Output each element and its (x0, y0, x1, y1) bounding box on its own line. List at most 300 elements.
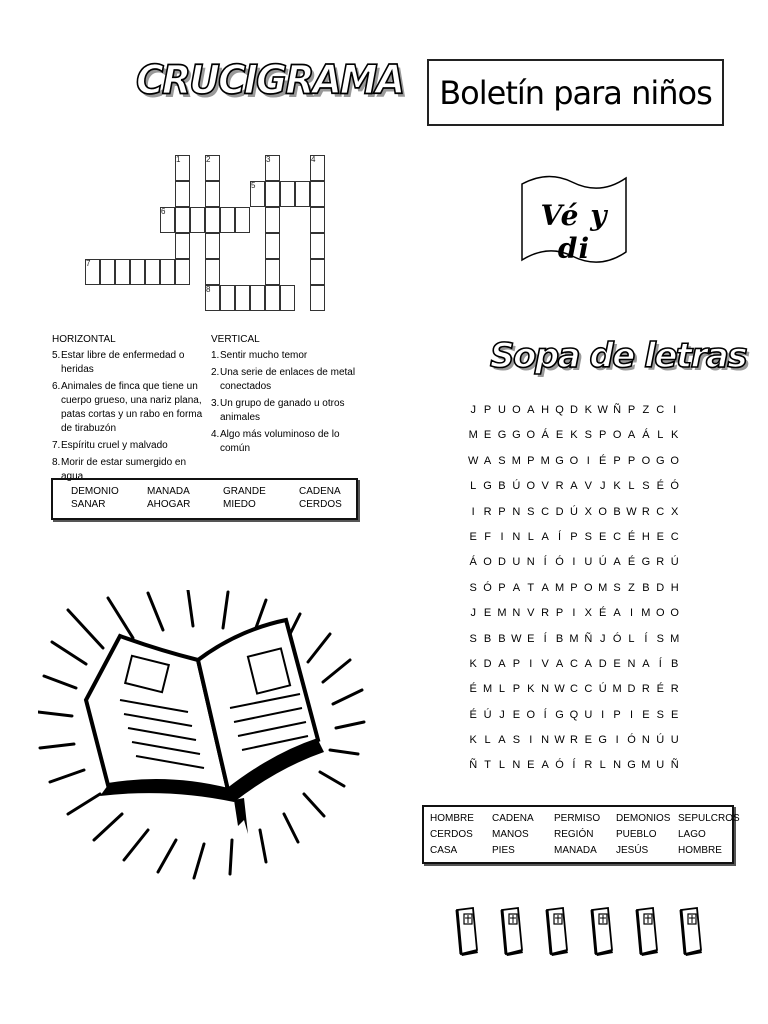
word-search-letter[interactable]: U (584, 556, 593, 569)
word-search-letter[interactable]: A (498, 657, 506, 670)
word-search-letter[interactable]: A (627, 429, 636, 442)
word-search-letter[interactable]: É (656, 683, 664, 696)
word-search-letter[interactable]: X (584, 505, 592, 518)
word-search-letter[interactable]: C (656, 505, 665, 518)
word-search-letter[interactable]: I (572, 556, 576, 569)
word-search-letter[interactable]: O (612, 429, 622, 442)
word-search-letter[interactable]: L (470, 480, 477, 493)
word-search-letter[interactable]: O (670, 454, 679, 467)
crossword-number: 6 (161, 207, 166, 216)
word-search-letter[interactable]: L (628, 480, 635, 493)
word-search-letter[interactable]: R (641, 505, 650, 518)
word-search-letter[interactable]: G (627, 759, 636, 772)
word-search-letter[interactable]: Ó (612, 632, 622, 645)
word-search-letter[interactable]: G (555, 454, 564, 467)
word-search-letter[interactable]: A (613, 607, 621, 620)
word-search-letter[interactable]: N (627, 657, 636, 670)
word-search-letter[interactable]: S (469, 632, 477, 645)
word-search-letter[interactable]: N (541, 734, 550, 747)
word-search-letter[interactable]: M (641, 607, 651, 620)
word-search-letter[interactable]: M (569, 632, 579, 645)
crossword-cell[interactable] (175, 233, 190, 259)
crossword-number: 1 (176, 155, 181, 164)
word-search-letter[interactable]: Q (555, 404, 564, 416)
word-search-letter[interactable]: B (670, 657, 679, 670)
word-search-letter[interactable]: Á (642, 429, 650, 442)
word-search-letter[interactable]: É (627, 556, 636, 569)
crossword-cell[interactable] (310, 285, 325, 311)
word-search-letter[interactable]: Z (628, 581, 635, 594)
word-bank-item: SEPULCROS (678, 813, 740, 824)
word-search-letter[interactable]: Á (469, 556, 477, 569)
word-search-letter[interactable]: E (642, 708, 650, 721)
word-search-letter[interactable]: K (469, 657, 477, 670)
vertical-heading: VERTICAL (211, 334, 260, 345)
crossword-cell[interactable] (130, 259, 145, 285)
word-search-letter[interactable]: V (584, 480, 592, 493)
word-search-letter[interactable]: R (641, 683, 650, 696)
word-search-letter[interactable]: P (599, 429, 607, 442)
word-search-letter[interactable]: Ú (598, 683, 607, 696)
word-search-letter[interactable]: Í (658, 657, 662, 670)
word-search-letter[interactable]: S (642, 480, 650, 493)
word-search-letter[interactable]: M (540, 454, 550, 467)
word-search-letter[interactable]: O (670, 607, 679, 620)
crossword-cell[interactable] (235, 285, 250, 311)
word-search-letter[interactable]: P (555, 607, 564, 620)
word-search-letter[interactable]: Ñ (584, 632, 593, 645)
word-search-letter[interactable]: J (499, 708, 505, 721)
word-search-letter[interactable]: U (670, 734, 679, 747)
word-search-letter[interactable]: G (598, 734, 607, 747)
word-search-letter[interactable]: D (498, 556, 506, 569)
word-search-letter[interactable]: L (484, 734, 491, 747)
crossword-cell[interactable] (265, 181, 280, 207)
word-bank-item: HOMBRE (430, 813, 474, 824)
crossword-cell[interactable] (205, 181, 220, 207)
word-search-letter[interactable]: S (584, 429, 592, 442)
word-search-letter[interactable]: M (554, 581, 565, 594)
word-search-letter[interactable]: O (641, 454, 651, 467)
word-search-letter[interactable]: Ú (598, 556, 607, 569)
crossword-cell[interactable] (280, 181, 295, 207)
word-search-letter[interactable]: É (656, 480, 664, 493)
word-search-letter[interactable]: L (628, 632, 635, 645)
word-search-letter[interactable]: R (555, 480, 564, 493)
word-search-letter[interactable]: O (526, 708, 536, 721)
word-search-letter[interactable]: J (470, 607, 476, 620)
word-search-letter[interactable]: W (597, 404, 608, 416)
word-search-letter[interactable]: A (483, 454, 492, 467)
word-bank-item: JESÚS (616, 845, 649, 856)
word-search-letter[interactable]: S (498, 454, 506, 467)
word-search-letter[interactable]: G (512, 429, 521, 442)
word-search-letter[interactable]: L (657, 429, 664, 442)
word-search-letter[interactable]: Ú (670, 556, 679, 569)
word-search-letter[interactable]: O (584, 581, 593, 594)
word-search-letter[interactable]: K (469, 734, 477, 747)
word-search-letter[interactable]: A (512, 581, 521, 594)
bible-icon (678, 906, 704, 956)
word-search-letter[interactable]: P (512, 683, 521, 696)
word-search-letter[interactable]: H (670, 581, 679, 594)
word-search-letter[interactable]: N (512, 607, 521, 620)
word-search-letter[interactable]: A (541, 530, 549, 543)
word-search-letter[interactable]: Á (541, 429, 549, 442)
word-search-letter[interactable]: N (512, 759, 521, 772)
word-search-letter[interactable]: R (670, 683, 679, 696)
word-search-letter[interactable]: C (584, 683, 593, 696)
word-bank-item: AHOGAR (147, 499, 191, 510)
word-search-letter[interactable]: Ó (627, 734, 636, 747)
word-search-letter[interactable]: S (613, 581, 621, 594)
word-search-letter[interactable]: M (670, 632, 680, 645)
word-search-letter[interactable]: E (599, 530, 607, 543)
word-search-letter[interactable]: E (527, 759, 535, 772)
word-search-letter[interactable]: I (629, 708, 634, 721)
crossword-cell[interactable] (205, 207, 220, 233)
word-search-letter[interactable]: M (598, 581, 608, 594)
word-search-letter[interactable]: V (541, 657, 549, 670)
word-bank-item: LAGO (678, 829, 706, 840)
crossword-cell[interactable] (205, 259, 220, 285)
word-search-letter[interactable]: I (673, 404, 677, 416)
crossword-number: 5 (251, 181, 256, 190)
word-bank-item: CERDOS (299, 499, 342, 510)
crossword-cell[interactable] (265, 285, 280, 311)
word-search-letter[interactable]: P (512, 657, 521, 670)
crossword-cell[interactable] (205, 233, 220, 259)
crossword-cell[interactable] (295, 181, 310, 207)
word-search-letter[interactable]: V (527, 607, 535, 620)
word-search-letter[interactable]: F (484, 530, 491, 543)
word-search-letter[interactable]: W (468, 454, 479, 467)
word-search-letter[interactable]: S (512, 734, 521, 747)
word-bank-item: MANADA (147, 486, 190, 497)
word-search-letter[interactable]: G (555, 708, 564, 721)
word-search-letter[interactable]: M (497, 607, 507, 620)
word-search-letter[interactable]: E (670, 708, 679, 721)
word-search-letter[interactable]: Ú (483, 708, 492, 721)
word-search-letter[interactable]: G (497, 429, 507, 442)
crossword-cell[interactable] (310, 181, 325, 207)
word-search-letter[interactable]: L (498, 683, 506, 696)
word-search-letter[interactable]: B (483, 632, 492, 645)
word-search-letter[interactable]: C (670, 530, 679, 543)
word-search-letter[interactable]: C (569, 657, 578, 670)
word-search-letter[interactable]: E (656, 530, 664, 543)
word-search-letter[interactable]: K (670, 429, 679, 442)
crossword-cell[interactable] (250, 285, 265, 311)
crossword-title: CRUCIGRAMA (136, 56, 404, 104)
word-search-letter[interactable]: Ó (555, 759, 564, 772)
word-search-letter[interactable]: Ó (483, 581, 492, 594)
clue-h-8: 8. Morir de estar sumergido en agua (52, 457, 187, 482)
crossword-cell[interactable] (220, 207, 235, 233)
word-search-letter[interactable]: K (584, 404, 592, 416)
word-search-letter[interactable]: C (656, 404, 665, 416)
word-search-letter[interactable]: E (527, 632, 535, 645)
word-search-letter[interactable]: R (569, 734, 578, 747)
word-search-letter[interactable]: M (483, 683, 493, 696)
clue-v-4: 4. Algo más voluminoso de lo común (211, 429, 340, 454)
word-search-letter[interactable]: N (512, 505, 521, 518)
word-search-letter[interactable]: I (529, 657, 533, 670)
word-bank-item: CASA (430, 845, 458, 856)
word-search-letter[interactable]: S (527, 505, 535, 518)
word-search-letter[interactable]: K (527, 683, 535, 696)
word-search-letter[interactable]: I (629, 607, 634, 620)
word-search-letter[interactable]: T (484, 759, 491, 772)
word-search-letter[interactable]: B (498, 480, 506, 493)
crossword-cell[interactable] (310, 259, 325, 285)
horizontal-heading: HORIZONTAL (52, 334, 116, 345)
word-search-letter[interactable]: E (469, 530, 477, 543)
word-search-letter[interactable]: G (655, 454, 665, 467)
crossword-cell[interactable] (175, 259, 190, 285)
crossword-word-bank (51, 478, 358, 520)
crossword-cell[interactable] (235, 207, 250, 233)
word-search-letter[interactable]: Ñ (613, 404, 622, 416)
crossword-cell[interactable] (265, 259, 280, 285)
crossword-cell[interactable] (145, 259, 160, 285)
word-search-letter[interactable]: M (511, 454, 521, 467)
word-search-letter[interactable]: E (584, 734, 592, 747)
crossword-cell[interactable] (160, 259, 175, 285)
word-search-letter[interactable]: É (627, 530, 636, 543)
word-search-letter[interactable]: Í (558, 530, 562, 543)
bible-icon (454, 906, 480, 956)
word-search-letter[interactable]: R (656, 556, 665, 569)
word-search-letter[interactable]: I (471, 505, 475, 518)
word-search-letter[interactable]: B (642, 581, 650, 594)
word-search-letter[interactable]: P (613, 708, 621, 721)
word-search-letter[interactable]: W (554, 683, 565, 696)
word-search-letter[interactable]: S (656, 708, 664, 721)
word-search-letter[interactable]: P (570, 530, 578, 543)
word-search-letter[interactable]: Ñ (670, 759, 679, 772)
word-search-letter[interactable]: U (584, 708, 593, 721)
word-bank-item: PUEBLO (616, 829, 657, 840)
word-search-letter[interactable]: B (498, 632, 506, 645)
word-search-letter[interactable]: A (613, 556, 621, 569)
word-search-letter[interactable]: P (498, 505, 506, 518)
crossword-cell[interactable] (190, 207, 205, 233)
word-search-word-bank (422, 805, 740, 864)
open-bible-illustration (38, 590, 368, 890)
word-search-letter[interactable]: D (598, 657, 607, 670)
word-search-letter[interactable]: É (599, 454, 607, 467)
word-search-letter[interactable]: M (468, 429, 478, 442)
word-search-letter[interactable]: C (541, 505, 550, 518)
word-search-letter[interactable]: L (498, 759, 506, 772)
word-search-letter[interactable]: S (584, 530, 592, 543)
crossword-cell[interactable] (265, 207, 280, 233)
word-search-letter[interactable]: I (529, 734, 533, 747)
word-search-letter[interactable]: P (483, 404, 492, 416)
word-search-letter[interactable]: U (498, 404, 506, 416)
word-search-letter[interactable]: C (569, 683, 578, 696)
word-search-letter[interactable]: N (512, 530, 521, 543)
word-search-letter[interactable]: A (555, 657, 564, 670)
crossword-number: 3 (266, 155, 271, 164)
word-search-letter[interactable]: Í (644, 632, 648, 645)
word-search-letter[interactable]: P (613, 454, 621, 467)
word-search-letter[interactable]: B (555, 632, 564, 645)
word-search-letter[interactable]: L (527, 530, 534, 543)
word-search-letter[interactable]: E (613, 657, 621, 670)
word-bank-item: CERDOS (430, 829, 473, 840)
crossword-cell[interactable] (280, 285, 295, 311)
word-search-letter[interactable]: G (483, 480, 492, 493)
word-search-letter[interactable]: A (541, 581, 549, 594)
word-search-letter[interactable]: É (469, 708, 477, 721)
word-search-letter[interactable]: O (598, 505, 607, 518)
word-bank-item: MIEDO (223, 499, 256, 510)
word-search-letter[interactable]: P (527, 454, 535, 467)
word-search-letter[interactable]: Ó (555, 556, 564, 569)
word-search-letter[interactable]: A (570, 480, 578, 493)
word-search-letter[interactable]: D (656, 581, 665, 594)
word-search-letter[interactable]: E (512, 708, 521, 721)
word-search-letter[interactable]: Í (572, 759, 576, 772)
word-search-letter[interactable]: B (613, 505, 621, 518)
word-search-letter[interactable]: O (655, 607, 665, 620)
crossword-cell[interactable] (310, 233, 325, 259)
word-search-letter[interactable]: X (670, 505, 679, 518)
word-search-letter[interactable]: Z (642, 404, 650, 416)
clue-h-7: 7. Espíritu cruel y malvado (52, 440, 168, 451)
word-search-letter[interactable]: D (569, 404, 578, 416)
word-bank-item: PERMISO (554, 813, 601, 824)
clue-h-5: 5. Estar libre de enfermedad o heridas (52, 350, 185, 375)
crossword-number: 4 (311, 155, 316, 164)
crossword-cell[interactable] (220, 285, 235, 311)
word-search-letter[interactable]: A (584, 657, 592, 670)
crossword-cell[interactable] (175, 181, 190, 207)
word-search-letter[interactable]: R (483, 505, 492, 518)
word-search-letter[interactable]: E (483, 607, 492, 620)
word-search-letter[interactable]: R (541, 607, 550, 620)
word-search-letter[interactable]: Ñ (469, 759, 478, 772)
word-search-letter[interactable]: P (498, 581, 506, 594)
word-search-letter[interactable]: S (656, 632, 664, 645)
word-search-letter[interactable]: S (469, 581, 477, 594)
word-bank-item: SANAR (71, 499, 106, 510)
word-search-letter[interactable]: O (483, 556, 492, 569)
word-search-letter[interactable]: K (570, 429, 578, 442)
word-search-letter[interactable]: O (512, 404, 521, 416)
word-search-letter[interactable]: G (641, 556, 651, 569)
word-search-letter[interactable]: P (627, 404, 636, 416)
word-search-letter[interactable]: É (599, 607, 607, 620)
word-search-letter[interactable]: É (469, 683, 477, 696)
word-search-letter[interactable]: D (627, 683, 636, 696)
crossword-number: 8 (206, 285, 211, 294)
word-search-letter[interactable]: I (572, 607, 576, 620)
crossword-cell[interactable] (310, 207, 325, 233)
crossword-cell[interactable] (115, 259, 130, 285)
word-search-letter[interactable]: W (554, 734, 565, 747)
word-search-letter[interactable]: Í (543, 632, 547, 645)
word-bank-item: DEMONIOS (616, 813, 671, 824)
word-search-letter[interactable]: Ó (670, 480, 679, 493)
crossword-cell[interactable] (100, 259, 115, 285)
word-search-letter[interactable]: R (584, 759, 593, 772)
word-bank-item: PIES (492, 845, 515, 856)
word-search-letter[interactable]: N (526, 556, 535, 569)
word-search-letter[interactable]: I (615, 734, 619, 747)
word-search-letter[interactable]: H (641, 530, 650, 543)
word-search-letter[interactable]: T (527, 581, 535, 594)
word-search-letter[interactable]: N (613, 759, 622, 772)
word-search-letter[interactable]: Ú (569, 505, 578, 518)
word-search-letter[interactable]: E (483, 429, 492, 442)
word-search-letter[interactable]: H (541, 404, 550, 416)
word-search-letter[interactable]: M (641, 759, 651, 772)
word-search-letter[interactable]: K (613, 480, 621, 493)
word-search-letter[interactable]: A (498, 734, 506, 747)
word-search-letter[interactable]: Q (569, 708, 579, 721)
word-search-letter[interactable]: W (511, 632, 522, 645)
word-search-letter[interactable]: E (555, 429, 564, 442)
word-search-letter[interactable]: U (512, 556, 521, 569)
word-search-letter[interactable]: P (570, 581, 578, 594)
bible-icon (499, 906, 525, 956)
word-bank-item: HOMBRE (678, 845, 722, 856)
word-search-letter[interactable]: X (584, 607, 592, 620)
bible-icon (589, 906, 615, 956)
word-search-letter[interactable]: W (626, 505, 637, 518)
word-search-letter[interactable]: I (500, 530, 504, 543)
word-search-letter[interactable]: I (586, 454, 590, 467)
word-search-letter[interactable]: P (627, 454, 636, 467)
word-search-letter[interactable]: V (541, 480, 549, 493)
word-search-letter[interactable]: A (541, 759, 549, 772)
bible-icon (634, 906, 660, 956)
crossword-cell[interactable] (175, 207, 190, 233)
word-search-letter[interactable]: D (483, 657, 492, 670)
word-search-letter[interactable]: A (527, 404, 535, 416)
word-search-letter[interactable]: Í (543, 556, 547, 569)
crossword-cell[interactable] (265, 233, 280, 259)
word-bank-item: REGIÓN (554, 829, 594, 840)
word-search-letter[interactable]: O (526, 429, 536, 442)
word-search-letter[interactable]: M (612, 683, 622, 696)
word-search-letter[interactable]: C (613, 530, 622, 543)
clue-v-1: 1. Sentir mucho temor (211, 350, 308, 361)
word-search-letter[interactable]: J (599, 480, 606, 493)
word-search-letter[interactable]: N (641, 734, 650, 747)
word-search-letter[interactable]: O (569, 454, 579, 467)
word-search-letter[interactable]: J (599, 632, 606, 645)
word-search-letter[interactable]: Ú (512, 480, 521, 493)
horizontal-clues (52, 333, 204, 484)
vertical-clues (211, 333, 361, 456)
word-search-letter[interactable]: L (599, 759, 606, 772)
word-bank-item: MANADA (554, 845, 597, 856)
word-search-letter[interactable]: I (601, 708, 605, 721)
word-search-letter[interactable]: J (470, 404, 476, 416)
word-search-letter[interactable]: Ú (656, 734, 665, 747)
banner-text: Vé y di (540, 199, 608, 265)
word-search-letter[interactable]: N (541, 683, 550, 696)
word-search-letter[interactable]: A (642, 657, 650, 670)
word-search-letter[interactable]: D (555, 505, 564, 518)
word-search-letter[interactable]: O (526, 480, 536, 493)
word-search-letter[interactable]: Í (543, 708, 547, 721)
word-search-letter[interactable]: U (656, 759, 665, 772)
